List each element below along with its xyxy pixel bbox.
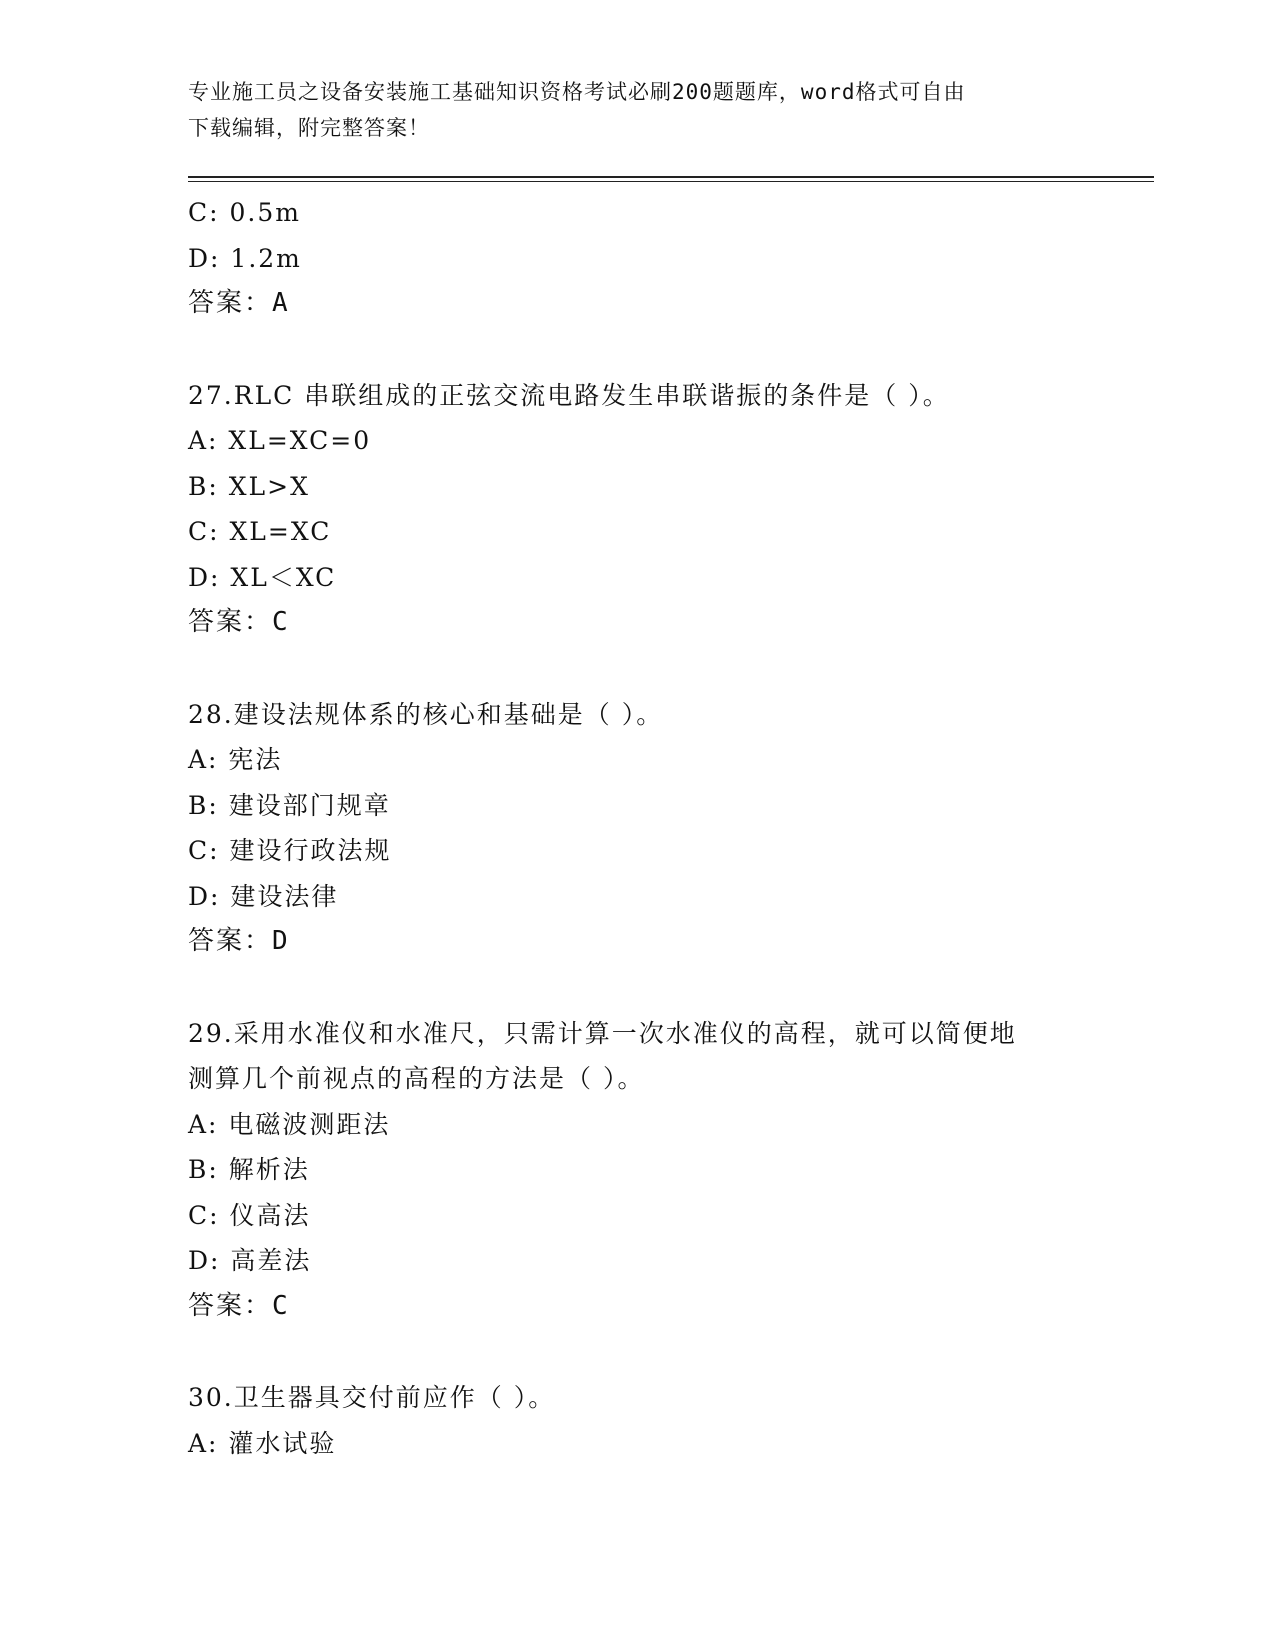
answer-line [188,600,1088,646]
answer-value: A [272,288,290,318]
option-d: D: 1.2m [188,243,302,273]
option-b: B: 解析法 [188,1155,310,1184]
option-a: A: 灌水试验 [188,1428,337,1458]
document-header [188,74,1078,146]
option-a: A: 宪法 [188,745,283,774]
spacer [188,965,1088,1011]
answer-label: 答案： [188,288,273,318]
question-29 [188,1011,1088,1330]
option-d: D: XL＜XC [188,562,337,592]
question-30 [188,1375,1088,1466]
header-rule-thin [188,181,1154,182]
option-c: C: 仪高法 [188,1200,311,1230]
option-b: B: XL>X [188,471,310,501]
answer-line [188,1284,1088,1330]
answer-label: 答案： [188,1290,273,1321]
answer-label: 答案： [188,926,273,956]
answer-value: C [272,1290,290,1321]
question-27 [188,373,1088,646]
option-c: C: XL=XC [188,517,332,546]
answer-line [188,281,1088,327]
spacer [188,1329,1088,1375]
option-c: C: 建设行政法规 [188,836,392,865]
answer-value: D [272,926,290,956]
header-line-2: 下载编辑，附完整答案！ [188,116,430,140]
question-text-line-2: 测算几个前视点的高程的方法是（ ）。 [188,1064,645,1093]
option-c: C: 0.5m [188,198,301,227]
answer-value: C [272,607,290,637]
continued-question [188,190,1088,327]
question-text: 30.卫生器具交付前应作（ ）。 [188,1383,556,1412]
question-text-line-1: 29.采用水准仪和水准尺，只需计算一次水准仪的高程，就可以简便地 [188,1018,1017,1048]
answer-line [188,919,1088,965]
answer-label: 答案： [188,607,273,637]
question-text: 27.RLC 串联组成的正弦交流电路发生串联谐振的条件是（ ）。 [188,380,950,410]
option-d: D: 建设法律 [188,881,339,911]
header-line-1: 专业施工员之设备安装施工基础知识资格考试必刷200题题库，word格式可自由 [188,80,966,104]
question-28 [188,692,1088,965]
question-content [188,190,1088,1466]
spacer [188,646,1088,692]
spacer [188,327,1088,373]
header-rule-thick [188,176,1154,178]
option-b: B: 建设部门规章 [188,790,391,820]
option-a: A: 电磁波测距法 [188,1109,391,1139]
option-d: D: 高差法 [188,1246,312,1275]
question-text: 28.建设法规体系的核心和基础是（ ）。 [188,699,664,729]
option-a: A: XL=XC=0 [188,426,372,455]
